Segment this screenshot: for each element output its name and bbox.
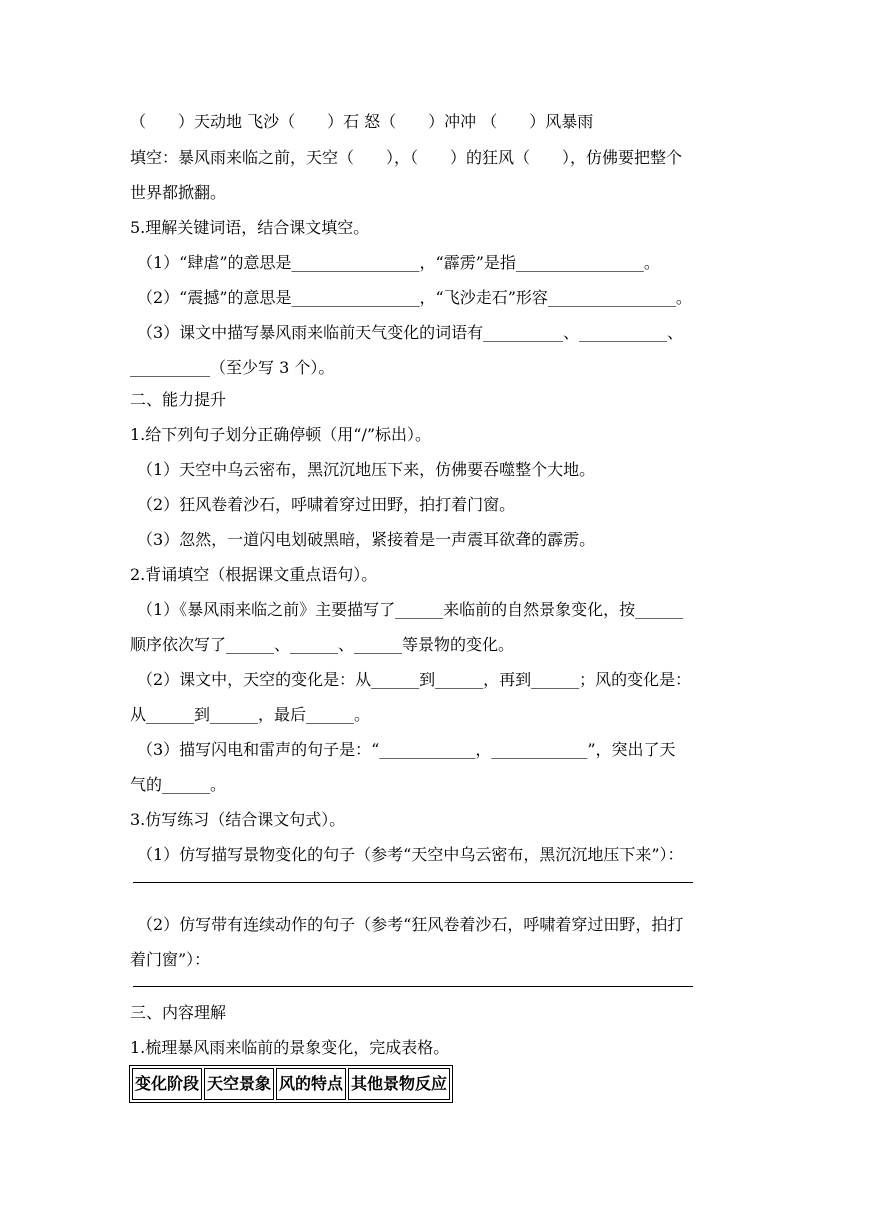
question-5-heading: 5.理解关键词语，结合课文填空。 [130,218,370,237]
s2-q2-item-1-cont: 顺序依次写了______、______、______等景物的变化。 [130,635,515,654]
s2-q2-item-1: （1）《暴风雨来临之前》主要描写了______来临前的自然景象变化，按______ [137,600,684,619]
question-5-item-3: （3）课文中描写暴风雨来临前天气变化的词语有__________、___________、 [137,323,684,342]
s2-q1-sentence-3: （3）忽然，一道闪电划破黑暗，紧接着是一声震耳欲聋的霹雳。 [137,530,596,549]
table-header-cell: 其他景物反应 [348,1068,450,1100]
s2-q1-sentence-1: （1）天空中乌云密布，黑沉沉地压下来，仿佛要吞噬整个大地。 [137,460,596,479]
fill-sentence-line-1: 填空：暴风雨来临之前，天空（ ），（ ）的狂风（ ），仿佛要把整个 [130,148,683,167]
answer-line-2[interactable] [133,986,693,987]
s3-question-1-heading: 1.梳理暴风雨来临前的景象变化，完成表格。 [130,1038,450,1057]
s2-q2-item-3: （3）描写闪电和雷声的句子是：“____________，____________”，突出了天 [137,740,676,759]
table-header-cell: 风的特点 [276,1068,346,1100]
s2-q3-item-2-cont: 着门窗”）： [130,950,211,969]
s2-question-2-heading: 2.背诵填空（根据课文重点语句）。 [130,565,378,584]
s2-q1-sentence-2: （2）狂风卷着沙石，呼啸着穿过田野，拍打着门窗。 [137,495,516,514]
question-5-item-1: （1）“肆虐”的意思是________________，“霹雳”是指________________。 [137,253,660,272]
s2-q3-item-2: （2）仿写带有连续动作的句子（参考“狂风卷着沙石，呼啸着穿过田野，拍打 [137,915,684,934]
question-5-item-2: （2）“震撼”的意思是________________，“飞沙走石”形容________________。 [137,288,692,307]
fill-sentence-line-2: 世界都掀翻。 [130,183,227,202]
section-2-heading: 二、能力提升 [130,390,227,409]
idiom-fill-line: （ ）天动地 飞沙（ ）石 怒（ ）冲冲 （ ）风暴雨 [130,112,594,131]
s2-q2-item-2: （2）课文中，天空的变化是：从______到______，再到______；风的变化是： [137,670,692,689]
scene-change-table [129,1065,453,1103]
s2-q2-item-2-cont: 从______到______，最后______。 [130,705,371,724]
s2-question-3-heading: 3.仿写练习（结合课文句式）。 [130,810,346,829]
s2-q2-item-3-cont: 气的______。 [130,775,227,794]
answer-line-1[interactable] [133,882,693,883]
table-header-cell: 天空景象 [204,1068,274,1100]
s2-question-1-heading: 1.给下列句子划分正确停顿（用“/”标出）。 [130,425,432,444]
question-5-item-3-cont: __________（至少写 3 个）。 [130,358,335,377]
table-header-row [132,1068,450,1100]
table-header-cell: 变化阶段 [132,1068,202,1100]
section-3-heading: 三、内容理解 [130,1003,227,1022]
s2-q3-item-1: （1）仿写描写景物变化的句子（参考“天空中乌云密布，黑沉沉地压下来”）： [137,845,684,864]
